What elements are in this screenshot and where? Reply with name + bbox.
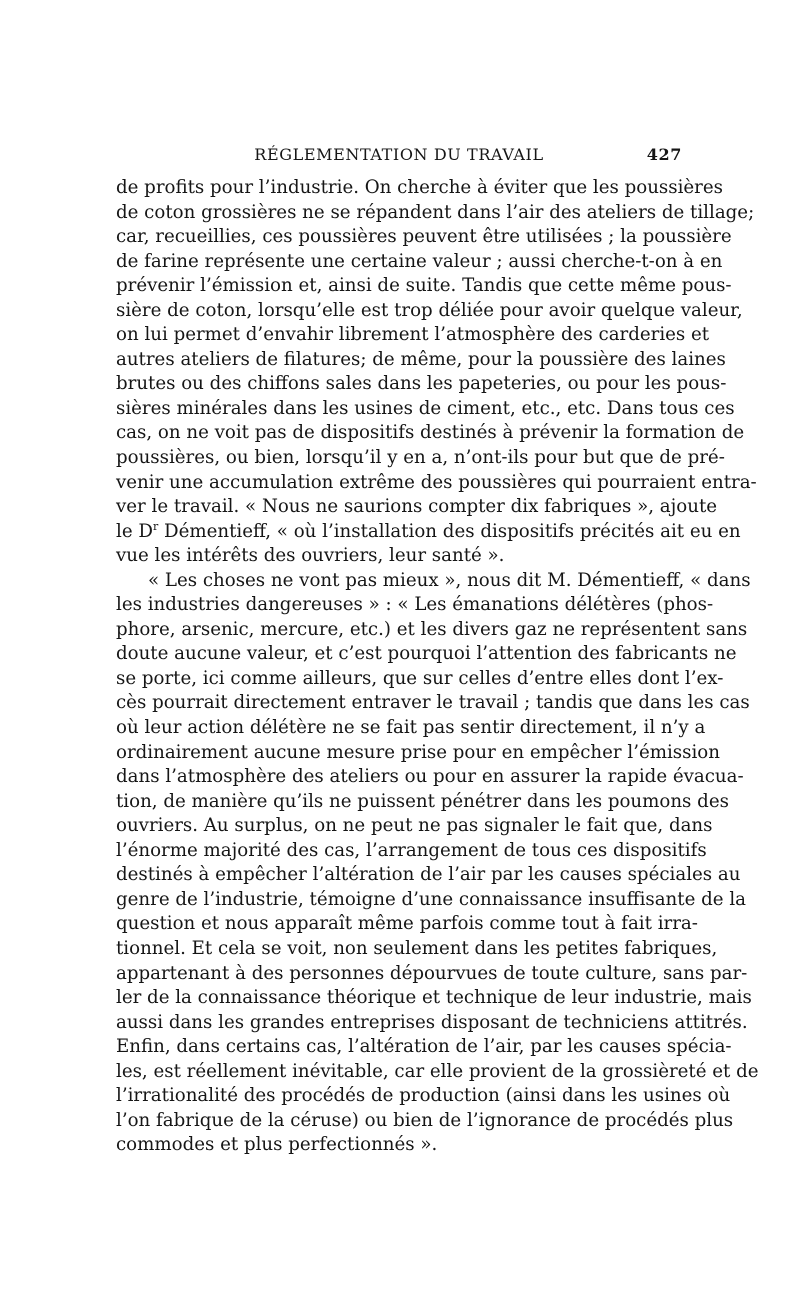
text-line: les industries dangereuses » : « Les émanations délétères (phos- bbox=[116, 594, 714, 616]
text-line: se porte, ici comme ailleurs, que sur celles d’entre elles dont l’ex- bbox=[116, 667, 724, 689]
paragraph-1 bbox=[116, 176, 757, 569]
text-line: sière de coton, lorsqu’elle est trop déliée pour avoir quelque valeur, bbox=[116, 299, 743, 321]
text-line: phore, arsenic, mercure, etc.) et les divers gaz ne représentent sans bbox=[116, 618, 748, 640]
text-line: venir une accumulation extrême des poussières qui pourraient entra- bbox=[116, 471, 757, 493]
text-line: genre de l’industrie, témoigne d’une connaissance insuffisante de la bbox=[116, 888, 746, 910]
superscript: r bbox=[152, 519, 159, 533]
text-line: l’on fabrique de la céruse) ou bien de l’ignorance de procédés plus bbox=[116, 1109, 734, 1131]
running-title: RÉGLEMENTATION DU TRAVAIL bbox=[254, 145, 544, 164]
line-start: le D bbox=[116, 520, 153, 542]
body-text bbox=[116, 176, 759, 1158]
text-line: commodes et plus perfectionnés ». bbox=[116, 1134, 438, 1156]
text-line: destinés à empêcher l’altération de l’air par les causes spéciales au bbox=[116, 864, 741, 886]
text-line: l’énorme majorité des cas, l’arrangement de tous ces dispositifs bbox=[116, 839, 707, 861]
text-line: Enfin, dans certains cas, l’altération de l’air, par les causes spécia- bbox=[116, 1036, 732, 1058]
text-line: cès pourrait directement entraver le travail ; tandis que dans les cas bbox=[116, 692, 750, 714]
text-line: aussi dans les grandes entreprises disposant de techniciens attitrés. bbox=[116, 1011, 748, 1033]
text-line: « Les choses ne vont pas mieux », nous dit M. Démentieff, « dans bbox=[148, 569, 751, 591]
text-line: l’irrationalité des procédés de production (ainsi dans les usines où bbox=[116, 1085, 731, 1107]
text-line: dans l’atmosphère des ateliers ou pour en assurer la rapide évacua- bbox=[116, 766, 744, 788]
running-head bbox=[116, 145, 682, 169]
text-line: ler de la connaissance théorique et technique de leur industrie, mais bbox=[116, 987, 752, 1009]
text-line: vue les intérêts des ouvriers, leur santé ». bbox=[116, 545, 505, 567]
text-line: brutes ou des chiffons sales dans les papeteries, ou pour les pous- bbox=[116, 373, 727, 395]
text-line: appartenant à des personnes dépourvues de toute culture, sans par- bbox=[116, 962, 748, 984]
text-line-with-superscript bbox=[116, 519, 741, 545]
text-line: tionnel. Et cela se voit, non seulement dans les petites fabriques, bbox=[116, 937, 718, 959]
text-line: ver le travail. « Nous ne saurions compter dix fabriques », ajoute bbox=[116, 496, 718, 518]
text-line: autres ateliers de filatures; de même, pour la poussière des laines bbox=[116, 348, 726, 370]
text-line: les, est réellement inévitable, car elle provient de la grossièreté et de bbox=[116, 1060, 759, 1082]
page-number: 427 bbox=[646, 145, 682, 164]
text-line: ordinairement aucune mesure prise pour en empêcher l’émission bbox=[116, 741, 720, 763]
text-line: sières minérales dans les usines de ciment, etc., etc. Dans tous ces bbox=[116, 397, 735, 419]
paragraph-2 bbox=[116, 569, 759, 1158]
text-line: question et nous apparaît même parfois comme tout à fait irra- bbox=[116, 913, 698, 935]
text-line: car, recueillies, ces poussières peuvent être utilisées ; la poussière bbox=[116, 226, 732, 248]
text-line: prévenir l’émission et, ainsi de suite. Tandis que cette même pous- bbox=[116, 275, 732, 297]
text-line: de profits pour l’industrie. On cherche à éviter que les poussières bbox=[116, 177, 723, 198]
text-line: tion, de manière qu’ils ne puissent pénétrer dans les poumons des bbox=[116, 790, 729, 812]
text-line: doute aucune valeur, et c’est pourquoi l’attention des fabricants ne bbox=[116, 643, 737, 665]
text-line: où leur action délétère ne se fait pas sentir directement, il n’y a bbox=[116, 717, 706, 739]
line-rest: Démentieff, « où l’installation des dispositifs précités ait eu en bbox=[158, 520, 741, 542]
text-line: on lui permet d’envahir librement l’atmosphère des carderies et bbox=[116, 324, 710, 346]
text-line: poussières, ou bien, lorsqu’il y en a, n’ont-ils pour but que de pré- bbox=[116, 447, 725, 469]
text-line: cas, on ne voit pas de dispositifs destinés à prévenir la formation de bbox=[116, 422, 745, 444]
text-line: de coton grossières ne se répandent dans l’air des ateliers de tillage; bbox=[116, 201, 755, 223]
text-line: ouvriers. Au surplus, on ne peut ne pas signaler le fait que, dans bbox=[116, 815, 713, 837]
text-line: de farine représente une certaine valeur ; aussi cherche-t-on à en bbox=[116, 250, 723, 272]
